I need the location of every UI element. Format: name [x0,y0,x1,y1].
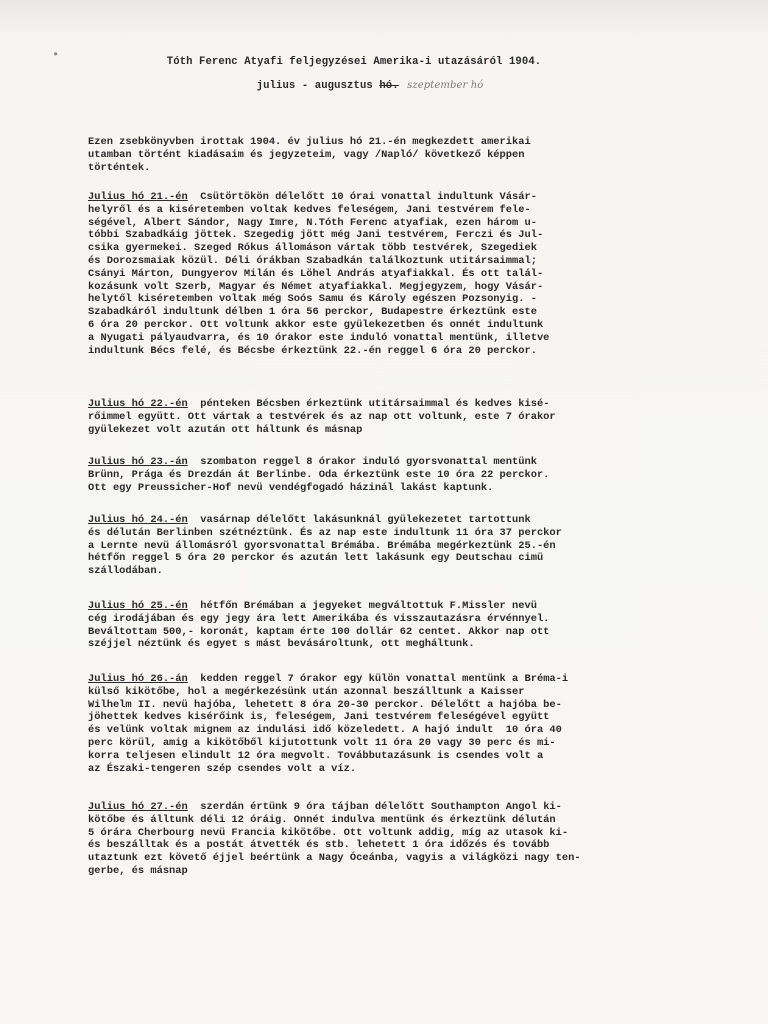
entry-line: és Dorozsmaiak közül. Déli órákban Szabadkán találkoztunk utitársaimmal; [88,254,537,267]
diary-entry-jul-24 [88,514,728,578]
entry-line: perc körül, amig a kikötőből kijutottunk volt 11 óra 20 vagy 30 perc és mi- [88,736,556,749]
diary-entry-jul-26 [88,673,728,775]
entry-first-line [88,600,728,613]
entry-first-line [88,398,728,411]
entry-line: külső kikötőbe, hol a megérkezésünk után azonnal beszálltunk a Kaisser [88,685,525,698]
entry-line: a Lernte nevü állomásról gyorsvonattal Brémába. Brémába megérkeztünk 25.-én [88,539,556,552]
entry-text: szerdán értünk 9 óra tájban délelőtt Southampton Angol ki- [187,801,562,813]
diary-entry-jul-22 [88,398,728,436]
entry-text: vasárnap délelőtt lakásunknál gyülekezetet tartottunk [187,514,531,526]
entry-line: korra teljesen elindult 12 óra megvolt. Továbbutazásunk is csendes volt a [88,749,544,762]
entry-line: hétfőn reggel 5 óra 20 perckor és azután lett lakásunk egy Deutschau cimü [88,552,544,565]
entry-line: Beváltottam 500,- koronát, kaptam érte 100 dollár 62 centet. Akkor nap ott [88,625,550,638]
entry-text: pénteken Bécsben érkeztünk utitársaimmal és kedves kisé- [187,398,550,410]
entry-line: és délután Berlinben szétnéztünk. És az nap este indultunk 11 óra 37 perckor [88,526,562,539]
entry-line: helyről és a kiséretemben voltak kedves feleségem, Jani testvérem fele- [88,203,531,216]
entry-first-line [88,514,728,527]
intro-line: történtek. [88,161,151,174]
entry-line: jöhettek kedves kisérőink is, feleségem, Jani testvérem feleségével együtt [88,711,550,724]
entry-date: Julius hó 27.-én [88,801,188,813]
entry-line: kötőbe és álltunk déli 12 óráig. Onnét indulva mentünk és érkeztünk délután [88,813,556,826]
handwritten-correction: szeptember hó [407,80,484,91]
entry-text: hétfőn Brémában a jegyeket megváltottuk F.Missler nevü [187,600,537,612]
entry-line: 6 óra 20 perckor. Ott voltunk akkor este gyülekezetben és onnét indultunk [88,318,544,331]
entry-date: Julius hó 21.-én [88,191,188,203]
entry-first-line [88,801,728,814]
entry-date: Julius hó 23.-án [88,456,188,468]
entry-line: és beszálltak és a postát átvették és stb. lehetett 1 óra időzés és tovább [88,839,550,852]
ink-mark: • [52,48,60,62]
entry-line: szállodában. [88,565,163,578]
entry-line: gerbe, és másnap [88,864,188,877]
entry-line: kozásunk volt Szerb, Magyar és Német atyafiakkal. Megjegyzem, hogy Vásár- [88,280,544,293]
diary-entry-jul-25 [88,600,728,651]
diary-entry-jul-27 [88,801,728,878]
subtitle-prefix: julius - augusztus [256,80,380,92]
entry-line: cég irodájában és egy jegy ára lett Amerikába és visszautazásra érvénnyel. [88,612,550,625]
entry-date: Julius hó 24.-én [88,514,188,526]
entry-first-line [88,673,728,686]
entry-text: szombaton reggel 8 órakor induló gyorsvonattal mentünk [187,456,537,468]
entry-line: Brünn, Prága és Drezdán át Berlinbe. Oda érkeztünk este 10 óra 22 perckor. [88,468,550,481]
diary-entry-jul-21 [88,191,728,357]
entry-line: Ott egy Preussicher-Hof nevü vendégfogadó házinál lakást kaptunk. [88,481,494,494]
entry-date: Julius hó 22.-én [88,398,188,410]
entry-line: ségével, Albert Sándor, Nagy Imre, N.Tóth Ferenc atyafiak, ezen három u- [88,216,537,229]
entry-line: az Északi-tengeren szép csendes volt a víz. [88,762,357,775]
entry-line: Csányi Márton, Dungyerov Milán és Löhel András atyafiakkal. És ott talál- [88,267,544,280]
entry-date: Julius hó 26.-án [88,673,188,685]
diary-entry-jul-23 [88,456,728,494]
document-subtitle [0,80,754,92]
entry-line: Szabadkáról indultunk délben 1 óra 56 perckor, Budapestre érkeztünk este [88,306,537,319]
intro-paragraph [88,136,728,174]
entry-first-line [88,191,728,204]
entry-line: rőimmel együtt. Ott vártak a testvérek és az nap ott voltunk, este 7 órakor [88,410,556,423]
entry-text: kedden reggel 7 órakor egy külön vonattal mentünk a Bréma-i [187,673,569,685]
entry-line: Wilhelm II. nevü hajóba, lehetett 8 óra 20-30 perckor. Délelőtt a hajóba be- [88,698,562,711]
subtitle-struck-word: hó. [379,80,399,92]
intro-line: Ezen zsebkönyvben irottak 1904. év julius hó 21.-én megkezdett amerikai [88,136,531,148]
entry-line: gyülekezet volt azután ott háltunk és másnap [88,423,363,436]
entry-line: csika gyermekei. Szeged Rókus állomáson vártak több testvérek, Szegediek [88,242,537,255]
entry-line: széjjel néztünk és egyet s mást bevásároltunk, ott megháltunk. [88,638,475,651]
entry-line: helytől kiséretemben voltak még Soós Samu és Károly egészen Pozsonyig. - [88,293,537,306]
entry-line: utaztunk ezt követő éjjel beértünk a Nagy Óceánba, vagyis a világközi nagy ten- [88,852,581,865]
entry-text: Csütörtökön délelőtt 10 órai vonattal indultunk Vásár- [187,191,537,203]
document-title: Tóth Ferenc Atyafi feljegyzései Amerika-i utazásáról 1904. [166,56,542,68]
entry-line: indultunk Bécs felé, és Bécsbe érkeztünk 22.-én reggel 6 óra 20 perckor. [88,344,537,357]
entry-first-line [88,456,728,469]
intro-line: utamban történt kiadásaim és jegyzeteim, vagy /Napló/ következő képpen [88,148,525,161]
entry-date: Julius hó 25.-én [88,600,188,612]
entry-line: a Nyugati pályaudvarra, és 10 órakor este induló vonattal mentünk, illetve [88,331,550,344]
entry-line: és velünk voltak mignem az indulási idő közeledett. A hajó indult 10 óra 40 [88,724,562,737]
entry-line: 5 órára Cherbourg nevü Francia kikötőbe. Ott voltunk addig, míg az utasok ki- [88,826,569,839]
entry-line: tóbbi Szabadkáig jöttek. Szegedig jött még Jani testvérem, Ferczi és Jul- [88,229,544,242]
